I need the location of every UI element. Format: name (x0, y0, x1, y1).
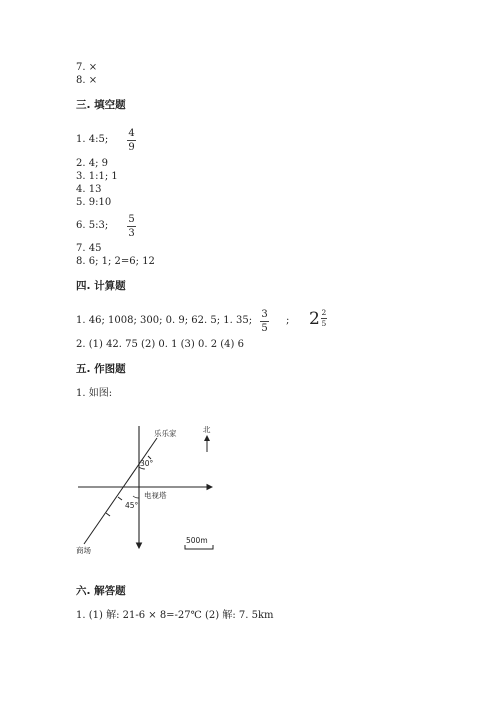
tick-mark (118, 497, 122, 500)
fraction-calc-q1 (260, 309, 269, 334)
mixed-whole: 2 (309, 308, 320, 329)
section-heading-drawing: 五. 作图题 (76, 363, 126, 375)
label-tv-tower: 电视塔 (144, 491, 167, 500)
calculation-q2: 2. (1) 42. 75 (2) 0. 1 (3) 0. 2 (4) 6 (76, 339, 244, 350)
fill-blank-q2: 2. 4; 9 (76, 158, 108, 169)
section-heading-calculation: 四. 计算题 (76, 280, 126, 292)
fraction-numerator: 3 (261, 309, 268, 320)
tick-mark (106, 513, 110, 516)
direction-diagram (72, 416, 222, 558)
label-scale: 500m (186, 536, 208, 545)
fraction-bar (127, 226, 136, 227)
fraction-denominator: 3 (128, 228, 135, 239)
fraction-numerator: 5 (128, 214, 135, 225)
answer-q8: 8. × (76, 75, 98, 86)
fill-blank-q3: 3. 1:1; 1 (76, 171, 118, 182)
label-north: 北 (203, 425, 211, 434)
fraction-q1 (127, 128, 136, 153)
fill-blank-q5: 5. 9:10 (76, 197, 112, 208)
fraction-denominator: 5 (261, 323, 268, 334)
answer-q7: 7. × (76, 62, 98, 73)
fraction-q6 (127, 214, 136, 239)
fraction-bar (260, 321, 269, 322)
fill-blank-q1: 1. 4:5; (76, 134, 109, 145)
fill-blank-q7: 7. 45 (76, 243, 102, 254)
fill-blank-q8: 8. 6; 1; 2=6; 12 (76, 256, 155, 267)
label-home: 乐乐家 (154, 429, 177, 438)
fraction-bar (127, 140, 136, 141)
fraction-numerator: 2 (321, 308, 327, 317)
fraction-denominator: 9 (128, 142, 135, 153)
fill-blank-q6: 6. 5:3; (76, 220, 109, 231)
section-heading-answers: 六. 解答题 (76, 585, 126, 597)
drawing-q1: 1. 如图: (76, 388, 113, 399)
fraction-denominator: 5 (321, 319, 327, 328)
fill-blank-q4: 4. 13 (76, 184, 102, 195)
label-mall: 商场 (76, 546, 91, 555)
calculation-q1: 1. 46; 1008; 300; 0. 9; 62. 5; 1. 35; (76, 315, 253, 326)
answer-q1: 1. (1) 解: 21-6 × 8=-27℃ (2) 解: 7. 5km (76, 610, 274, 621)
label-angle-45: 45° (125, 501, 139, 510)
fraction-numerator: 4 (128, 128, 135, 139)
angle-arc-45 (133, 496, 139, 498)
label-angle-30: 30° (140, 459, 154, 468)
section-heading-fill-blank: 三. 填空题 (76, 99, 126, 111)
mixed-fraction (321, 309, 327, 328)
calculation-separator: ; (286, 315, 290, 326)
mixed-number-calc-q1 (309, 309, 327, 328)
scale-bar (185, 545, 213, 549)
